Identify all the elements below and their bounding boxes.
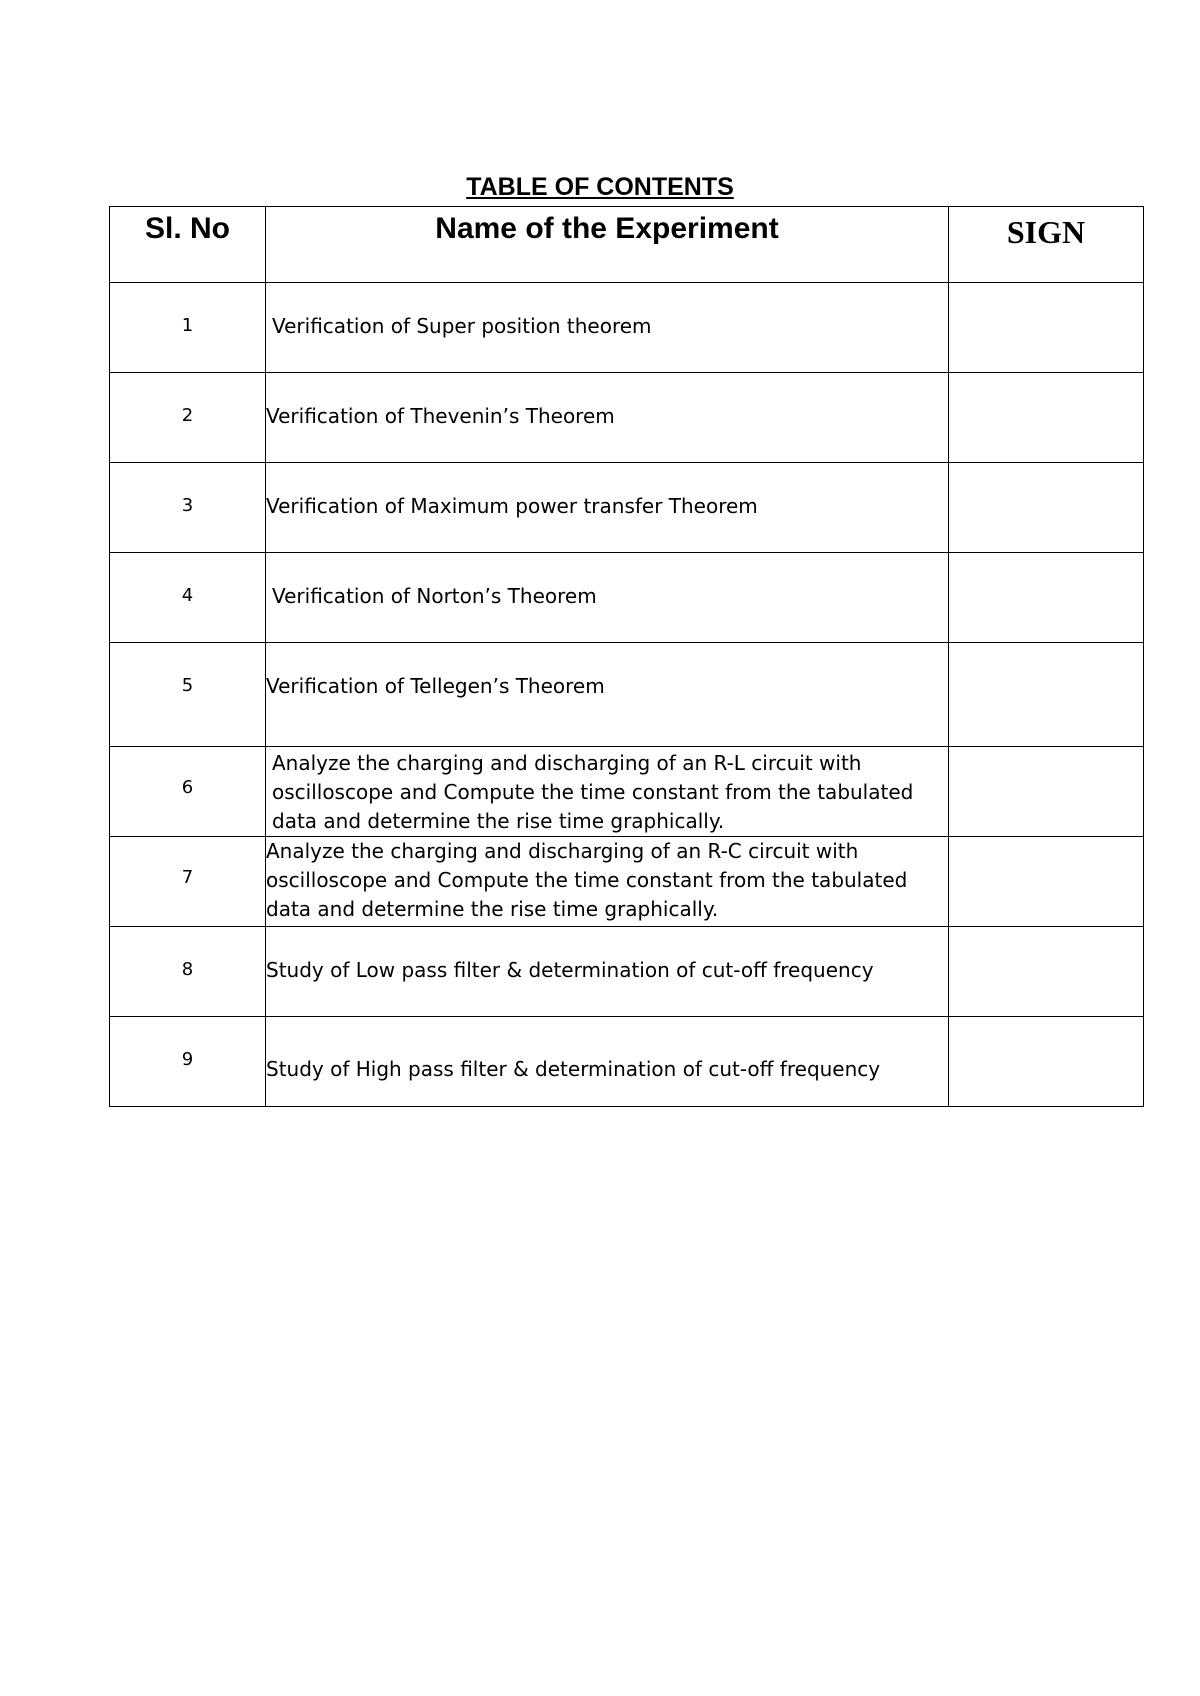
sign-cell bbox=[949, 463, 1144, 553]
experiment-name: Study of Low pass filter & determination of cut-off frequency bbox=[266, 927, 949, 1017]
contents-table bbox=[109, 206, 1144, 1107]
table-row bbox=[110, 283, 1144, 373]
table-header-row bbox=[110, 207, 1144, 283]
experiment-name: Verification of Maximum power transfer Theorem bbox=[266, 463, 949, 553]
row-number: 4 bbox=[110, 553, 266, 643]
table-row bbox=[110, 373, 1144, 463]
row-number: 8 bbox=[110, 927, 266, 1017]
table-row bbox=[110, 747, 1144, 837]
table-row bbox=[110, 643, 1144, 747]
page-title: TABLE OF CONTENTS bbox=[466, 173, 734, 201]
sign-cell bbox=[949, 1017, 1144, 1107]
experiment-name: Verification of Tellegen’s Theorem bbox=[266, 643, 949, 747]
row-number: 5 bbox=[110, 643, 266, 747]
table-row bbox=[110, 463, 1144, 553]
row-number: 7 bbox=[110, 837, 266, 927]
table-row bbox=[110, 1017, 1144, 1107]
table-row bbox=[110, 837, 1144, 927]
sign-cell bbox=[949, 553, 1144, 643]
row-number: 1 bbox=[110, 283, 266, 373]
sign-cell bbox=[949, 837, 1144, 927]
row-number: 6 bbox=[110, 747, 266, 837]
experiment-name: Analyze the charging and discharging of an R-L circuit with oscilloscope and Compute the time constant from the tabulated data and determine the rise time graphically. bbox=[266, 747, 949, 837]
experiment-name: Verification of Super position theorem bbox=[266, 283, 949, 373]
sign-cell bbox=[949, 373, 1144, 463]
table-row bbox=[110, 927, 1144, 1017]
sign-cell bbox=[949, 747, 1144, 837]
row-number: 2 bbox=[110, 373, 266, 463]
sign-cell bbox=[949, 643, 1144, 747]
column-header-sl-no: Sl. No bbox=[110, 207, 266, 283]
row-number: 9 bbox=[110, 1017, 266, 1107]
experiment-name: Verification of Norton’s Theorem bbox=[266, 553, 949, 643]
experiment-name: Study of High pass filter & determination of cut-off frequency bbox=[266, 1017, 949, 1107]
table-row bbox=[110, 553, 1144, 643]
row-number: 3 bbox=[110, 463, 266, 553]
sign-cell bbox=[949, 927, 1144, 1017]
column-header-experiment-name: Name of the Experiment bbox=[266, 207, 949, 283]
experiment-name: Analyze the charging and discharging of an R-C circuit with oscilloscope and Compute the time constant from the tabulated data and determine the rise time graphically. bbox=[266, 837, 949, 927]
sign-cell bbox=[949, 283, 1144, 373]
column-header-sign: SIGN bbox=[949, 207, 1144, 283]
experiment-name: Verification of Thevenin’s Theorem bbox=[266, 373, 949, 463]
